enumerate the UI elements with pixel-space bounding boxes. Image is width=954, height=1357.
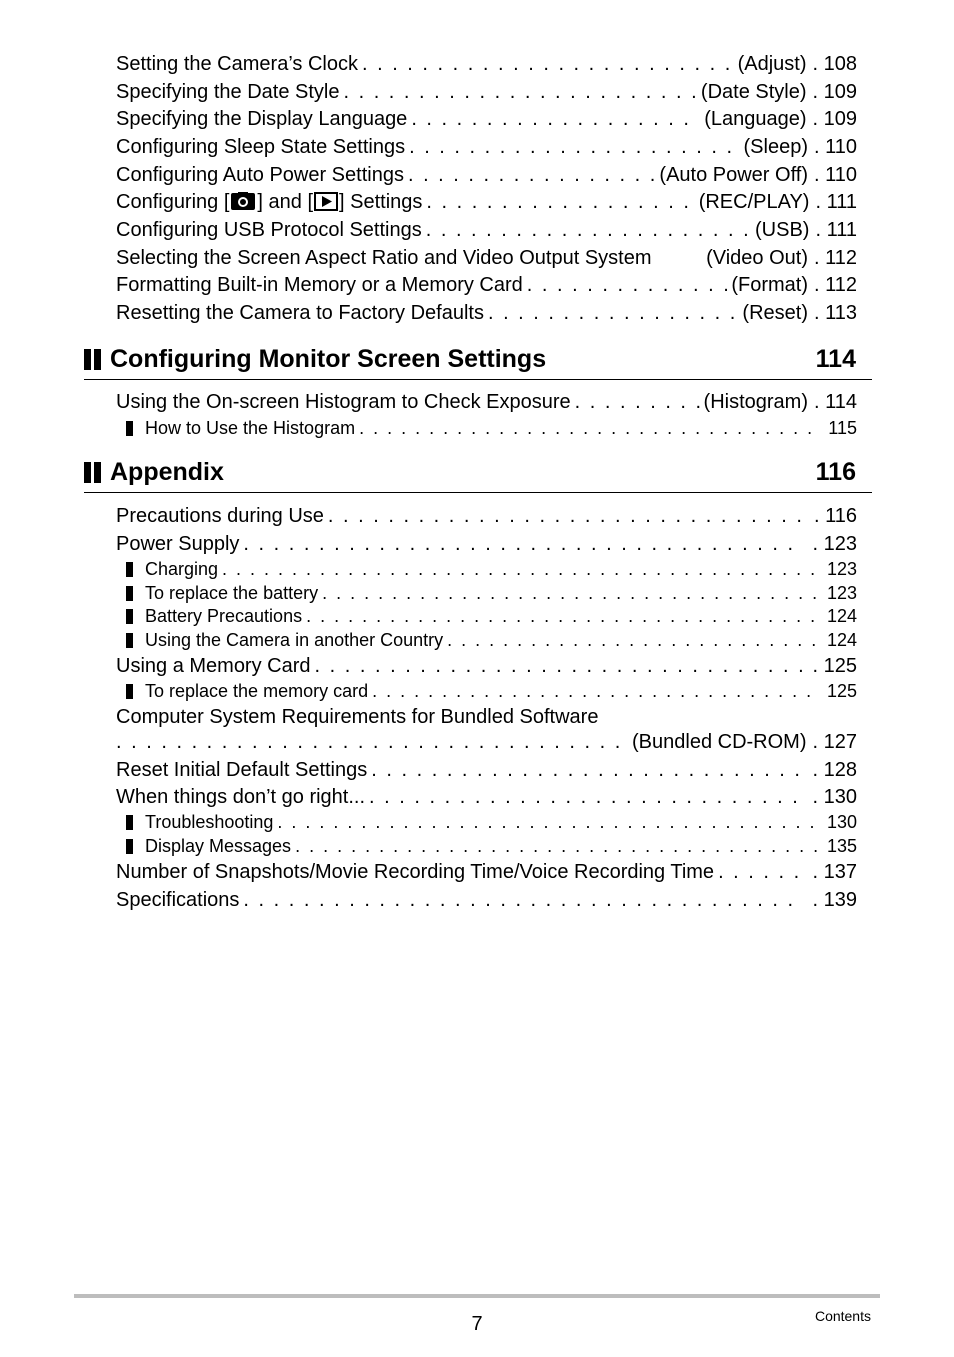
leader-dots xyxy=(243,533,802,556)
footer-contents-link[interactable]: Contents xyxy=(814,1308,871,1324)
entry-title: Selecting the Screen Aspect Ratio and Video Output System xyxy=(116,247,652,269)
entry-page: . 112 xyxy=(814,247,857,270)
toc-entry-title-line[interactable] xyxy=(116,706,857,729)
toc-subentry[interactable] xyxy=(126,681,857,702)
entry-page: 124 xyxy=(826,630,857,650)
bullet-icon xyxy=(126,586,133,601)
entry-title: Using the Camera in another Country xyxy=(145,630,444,650)
leader-dots xyxy=(306,606,817,627)
entry-page: . 127 xyxy=(813,731,858,754)
entry-title: How to Use the Histogram xyxy=(145,418,356,438)
play-icon xyxy=(314,192,338,211)
bullet-icon xyxy=(126,609,133,624)
leader-dots xyxy=(488,302,738,325)
entry-title: To replace the memory card xyxy=(145,681,369,701)
toc-entry[interactable] xyxy=(116,533,857,556)
toc-subentry[interactable] xyxy=(126,418,857,439)
toc-entry[interactable] xyxy=(116,302,857,325)
entry-title: When things don’t go right... xyxy=(116,786,366,808)
entry-page: . 130 xyxy=(813,786,858,809)
entry-page: . 111 xyxy=(815,191,857,214)
toc-subentry[interactable] xyxy=(126,836,857,857)
entry-title-mid: ] and [ xyxy=(257,191,314,213)
leader-dots xyxy=(411,108,700,131)
entry-page: . 108 xyxy=(813,53,858,76)
section-heading-appendix[interactable] xyxy=(84,452,872,493)
entry-title-pre: Configuring [ xyxy=(116,191,230,213)
toc-entry[interactable] xyxy=(116,391,857,414)
bullet-icon xyxy=(126,633,133,648)
leader-dots xyxy=(328,505,804,528)
leader-dots xyxy=(527,274,728,297)
entry-title: Specifications xyxy=(116,889,240,911)
entry-title: Formatting Built-in Memory or a Memory Card xyxy=(116,274,523,296)
entry-title: Charging xyxy=(145,559,219,579)
entry-title: Using a Memory Card xyxy=(116,655,311,677)
entry-page: . 109 xyxy=(813,81,858,104)
camera-icon xyxy=(230,192,256,211)
entry-title-post: ] Settings xyxy=(339,191,423,213)
entry-title: Battery Precautions xyxy=(145,606,303,626)
leader-dots xyxy=(426,219,751,242)
leader-dots xyxy=(222,559,817,580)
toc-subentry[interactable] xyxy=(126,630,857,651)
entry-title: Specifying the Display Language xyxy=(116,108,408,130)
entry-title: Configuring Sleep State Settings xyxy=(116,136,406,158)
entry-title: Troubleshooting xyxy=(145,812,274,832)
toc-entry[interactable] xyxy=(116,81,857,104)
entry-tag: (Sleep) xyxy=(743,136,808,158)
section-marker-icon xyxy=(84,462,101,483)
entry-title: Resetting the Camera to Factory Defaults xyxy=(116,302,484,324)
toc-subentry[interactable] xyxy=(126,583,857,604)
entry-page: . 137 xyxy=(813,861,858,884)
entry-tag: (Format) xyxy=(731,274,808,296)
leader-dots xyxy=(116,731,628,754)
leader-dots xyxy=(369,786,802,809)
toc-entry[interactable] xyxy=(116,759,857,782)
section-marker-icon xyxy=(84,349,101,370)
entry-title: Specifying the Date Style xyxy=(116,81,340,103)
entry-title: Precautions during Use xyxy=(116,505,324,527)
entry-page: . 110 xyxy=(814,136,857,159)
entry-page: . 114 xyxy=(814,391,857,414)
entry-page: . 113 xyxy=(814,302,857,325)
entry-title: To replace the battery xyxy=(145,583,319,603)
entry-page: 135 xyxy=(826,836,857,856)
toc-entry[interactable] xyxy=(116,655,857,678)
entry-page: . 111 xyxy=(815,219,857,242)
entry-page: 115 xyxy=(828,418,857,438)
entry-title: Using the On-screen Histogram to Check Exposure xyxy=(116,391,571,413)
entry-page: . 123 xyxy=(813,533,858,556)
leader-dots xyxy=(408,164,655,187)
entry-tag: (Adjust) xyxy=(737,53,807,75)
leader-dots xyxy=(315,655,803,678)
entry-page: . 112 xyxy=(814,274,857,297)
section-title: Appendix xyxy=(110,457,224,486)
entry-title: Setting the Camera’s Clock xyxy=(116,53,358,75)
toc-entry-continuation[interactable] xyxy=(116,731,857,754)
entry-title: Reset Initial Default Settings xyxy=(116,759,368,781)
toc-entry[interactable] xyxy=(116,191,857,214)
toc-entry[interactable] xyxy=(116,108,857,131)
page-number: 7 xyxy=(471,1313,483,1335)
leader-dots xyxy=(426,191,694,214)
entry-page: . 125 xyxy=(813,655,858,678)
section-page: 114 xyxy=(815,344,856,373)
leader-dots xyxy=(343,81,696,104)
leader-dots xyxy=(372,681,817,702)
entry-tag: (USB) xyxy=(755,219,810,241)
toc-entry[interactable] xyxy=(116,786,857,809)
toc-entry[interactable] xyxy=(116,889,857,912)
entry-page: 124 xyxy=(826,606,857,626)
bullet-icon xyxy=(126,839,133,854)
leader-dots xyxy=(362,53,734,76)
entry-tag: (REC/PLAY) xyxy=(698,191,810,213)
entry-title: Configuring USB Protocol Settings xyxy=(116,219,422,241)
leader-dots xyxy=(277,812,817,833)
footer-divider xyxy=(74,1294,880,1298)
entry-title xyxy=(116,191,422,214)
leader-dots xyxy=(243,889,802,912)
entry-page: 125 xyxy=(826,681,857,701)
entry-page: . 110 xyxy=(814,164,857,187)
section-page: 116 xyxy=(815,457,856,486)
entry-tag: (Auto Power Off) xyxy=(659,164,808,186)
entry-tag: (Histogram) xyxy=(703,391,808,413)
entry-title: Display Messages xyxy=(145,836,292,856)
toc-entry[interactable] xyxy=(116,219,857,242)
toc-subentry[interactable] xyxy=(126,559,857,580)
leader-dots xyxy=(447,630,817,651)
section-heading-monitor[interactable] xyxy=(84,339,872,380)
leader-dots xyxy=(359,418,818,439)
leader-dots xyxy=(575,391,700,414)
toc-entry[interactable] xyxy=(116,861,857,884)
toc-entry[interactable] xyxy=(116,274,857,297)
bullet-icon xyxy=(126,562,133,577)
entry-title: Number of Snapshots/Movie Recording Time/Voice Recording Time xyxy=(116,861,715,883)
entry-tag: (Bundled CD-ROM) xyxy=(632,731,807,753)
leader-dots xyxy=(718,861,802,884)
entry-page: . 139 xyxy=(813,889,858,912)
toc-entry[interactable] xyxy=(116,136,857,159)
section-title: Configuring Monitor Screen Settings xyxy=(110,344,547,373)
entry-title: Computer System Requirements for Bundled Software xyxy=(116,706,599,728)
entry-page: 130 xyxy=(826,812,857,832)
entry-page: . 116 xyxy=(814,505,857,528)
entry-page: . 109 xyxy=(813,108,858,131)
entry-tag: (Video Out) xyxy=(706,247,808,269)
toc-subentry[interactable] xyxy=(126,812,857,833)
entry-tag: (Reset) xyxy=(742,302,808,324)
toc-entry[interactable] xyxy=(116,53,857,76)
bullet-icon xyxy=(126,684,133,699)
leader-dots xyxy=(409,136,739,159)
entry-title: Power Supply xyxy=(116,533,240,555)
entry-tag: (Date Style) xyxy=(700,81,807,103)
toc-entry[interactable] xyxy=(116,505,857,528)
entry-tag: (Language) xyxy=(704,108,807,130)
leader-dots xyxy=(371,759,802,782)
leader-dots xyxy=(295,836,817,857)
bullet-icon xyxy=(126,815,133,830)
toc-entry[interactable] xyxy=(116,164,857,187)
leader-dots xyxy=(322,583,817,604)
entry-page: . 128 xyxy=(813,759,858,782)
entry-page: 123 xyxy=(826,583,857,603)
bullet-icon xyxy=(126,421,133,436)
toc-entry[interactable] xyxy=(116,247,857,270)
entry-title: Configuring Auto Power Settings xyxy=(116,164,404,186)
toc-subentry[interactable] xyxy=(126,606,857,627)
entry-page: 123 xyxy=(826,559,857,579)
